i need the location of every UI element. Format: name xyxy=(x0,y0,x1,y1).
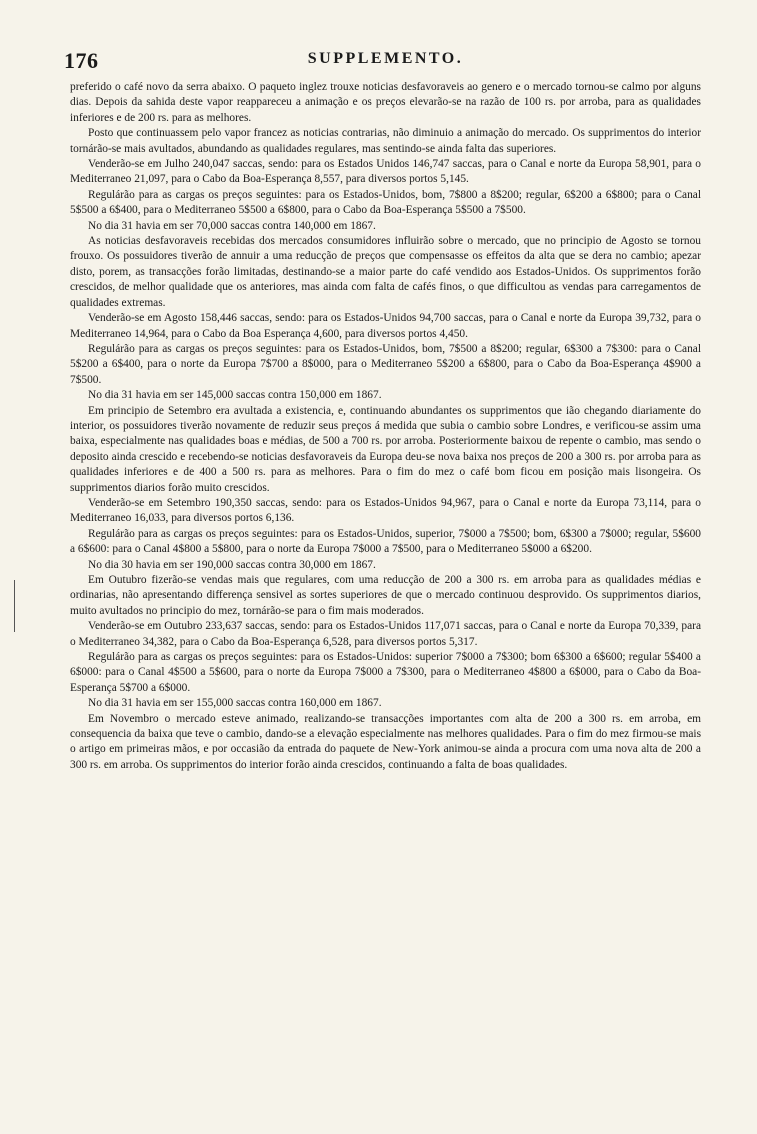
paragraph: Em Outubro fizerão-se vendas mais que regulares, com uma reducção de 200 a 300 rs. em arroba para as qualidades médias e ordinarias, não apresentando differença sensivel as sortes superiores de que o mercado continuou desprovido. Os supprimentos diarios, muito avultados no principio do mez, tornárão-se para o fim mais moderados. xyxy=(70,574,701,617)
page-header xyxy=(64,42,701,73)
page-number: 176 xyxy=(64,48,99,73)
paragraph: No dia 31 havia em ser 145,000 saccas contra 150,000 em 1867. xyxy=(88,389,382,402)
paragraph: No dia 31 havia em ser 70,000 saccas contra 140,000 em 1867. xyxy=(88,219,376,232)
margin-mark xyxy=(10,580,19,632)
paragraph: Em Novembro o mercado esteve animado, realizando-se transacções importantes com alta de 200 a 300 rs. em arroba, em consequencia da baixa que teve o cambio, dando-se a elevação especialmente nas melhores qualidades. Para o fim do mez firmou-se mais o artigo em primeiras mãos, e por occasião da entrada do paquete de New-York animou-se ainda a procura com uma nova alta de 200 a 300 rs. em arroba. Os supprimentos do interior forão ainda crescidos, continuando a falta de boas qualidades. xyxy=(70,712,701,771)
paragraph: Regulárão para as cargas os preços seguintes: para os Estados-Unidos, bom, 7$800 a 8$200; regular, 6$200 a 6$800; para o Canal 5$500 a 6$400, para o Mediterraneo 5$500 a 6$800, para o Cabo da Boa-Esperança 5$500 a 7$500. xyxy=(70,188,701,217)
paragraph: As noticias desfavoraveis recebidas dos mercados consumidores influirão sobre o mercado, que no principio de Agosto se tornou frouxo. Os possuidores tiverão de annuir a uma reducção de preços que compensasse os effeitos da alta que se dera no cambio; apezar disto, porem, as transacções forão limitadas, destinando-se a maior parte do café vendido aos Estados-Unidos. Os supprimentos forão crescidos, de melhor qualidade que os anteriores, mas ainda com falta de cafés finos, o que difficultou as vendas para carregamentos de qualidades extremas. xyxy=(70,235,701,309)
paragraph: Em principio de Setembro era avultada a existencia, e, continuando abundantes os supprimentos que ião chegando diariamente do interior, os possuidores tiverão novamente de reduzir seus preços á medida que subia o cambio sobre Londres, e verificou-se assim uma baixa, especialmente nas qualidades boas e médias, de 500 a 700 rs. por arroba. Posteriormente baixou de repente o cambio, mas sendo o deposito ainda crescido e recebendo-se noticias desfavoraveis da Europa deu-se nova baixa nos preços de 200 a 300 rs. por arroba para as qualidades inferiores e de 400 a 500 rs. para as melhores. Para o fim do mez o café bom ficou em posição mais lisongeira. Os supprimentos diarios forão muito crescidos. xyxy=(70,404,701,494)
paragraph: Venderão-se em Setembro 190,350 saccas, sendo: para os Estados-Unidos 94,967, para o Canal e norte da Europa 73,114, para o Mediterraneo 16,033, para diversos portos 6,136. xyxy=(70,496,701,525)
paragraph: No dia 31 havia em ser 155,000 saccas contra 160,000 em 1867. xyxy=(88,697,382,710)
running-title: SUPPLEMENTO. xyxy=(307,50,464,67)
paragraph: No dia 30 havia em ser 190,000 saccas contra 30,000 em 1867. xyxy=(88,558,376,571)
paragraph: Regulárão para as cargas os preços seguintes: para os Estados-Unidos, bom, 7$500 a 8$200; regular, 6$300 a 7$300: para o Canal 5$200 a 6$400, para o norte da Europa 7$700 a 8$000, para o Mediterraneo 5$200 a 6$800, para o Cabo da Boa-Esperança 4$900 a 7$500. xyxy=(70,342,701,386)
paragraph: preferido o café novo da serra abaixo. O paqueto inglez trouxe noticias desfavoraveis ao genero e o mercado tornou-se calmo por alguns dias. Depois da sahida deste vapor reappareceu a animação e os preços elevarão-se na razão de 100 rs. por arroba, para as qualidades inferiores e de 200 rs. para as melhores. xyxy=(70,81,701,124)
paragraph: Venderão-se em Outubro 233,637 saccas, sendo: para os Estados-Unidos 117,071 saccas, para o Canal e norte da Europa 70,339, para o Mediterraneo 34,382, para o Cabo da Boa-Esperança 6,528, para diversos portos 5,317. xyxy=(70,620,701,648)
paragraph: Regulárão para as cargas os preços seguintes: para os Estados-Unidos, superior, 7$000 a 7$500; bom, 6$300 a 7$000; regular, 5$600 a 6$600: para o Canal 4$800 a 5$800, para o norte da Europa 7$000 a 7$500, para o Mediterraneo 5$000 a 6$200. xyxy=(70,527,701,556)
paragraph: Venderão-se em Julho 240,047 saccas, sendo: para os Estados Unidos 146,747 saccas, para o Canal e norte da Europa 58,901, para o Mediterraneo 21,097, para o Cabo da Boa-Esperança 8,557, para diversos portos 5,145. xyxy=(70,158,701,186)
paragraph: Regulárão para as cargas os preços seguintes: para os Estados-Unidos: superior 7$000 a 7$300; bom 6$300 a 6$600; regular 5$400 a 6$000: para o Canal 4$500 a 5$600, para o norte da Europa 7$000 a 7$300, para o Mediterraneo 4$800 a 6$000, para o Cabo da Boa-Esperança 5$700 a 6$000. xyxy=(70,651,701,694)
article-body xyxy=(70,80,701,773)
paragraph: Venderão-se em Agosto 158,446 saccas, sendo: para os Estados-Unidos 94,700 saccas, para o Canal e norte da Europa 39,732, para o Mediterraneo 14,964, para o Cabo da Boa Esperança 4,600, para diversos portos 4,450. xyxy=(70,312,701,340)
paragraph: Posto que continuassem pelo vapor francez as noticias contrarias, não diminuio a animação do mercado. Os supprimentos do interior tornárão-se mais avultados, abundando as qualidades regulares, mas sentindo-se ainda falta das superiores. xyxy=(70,127,701,155)
